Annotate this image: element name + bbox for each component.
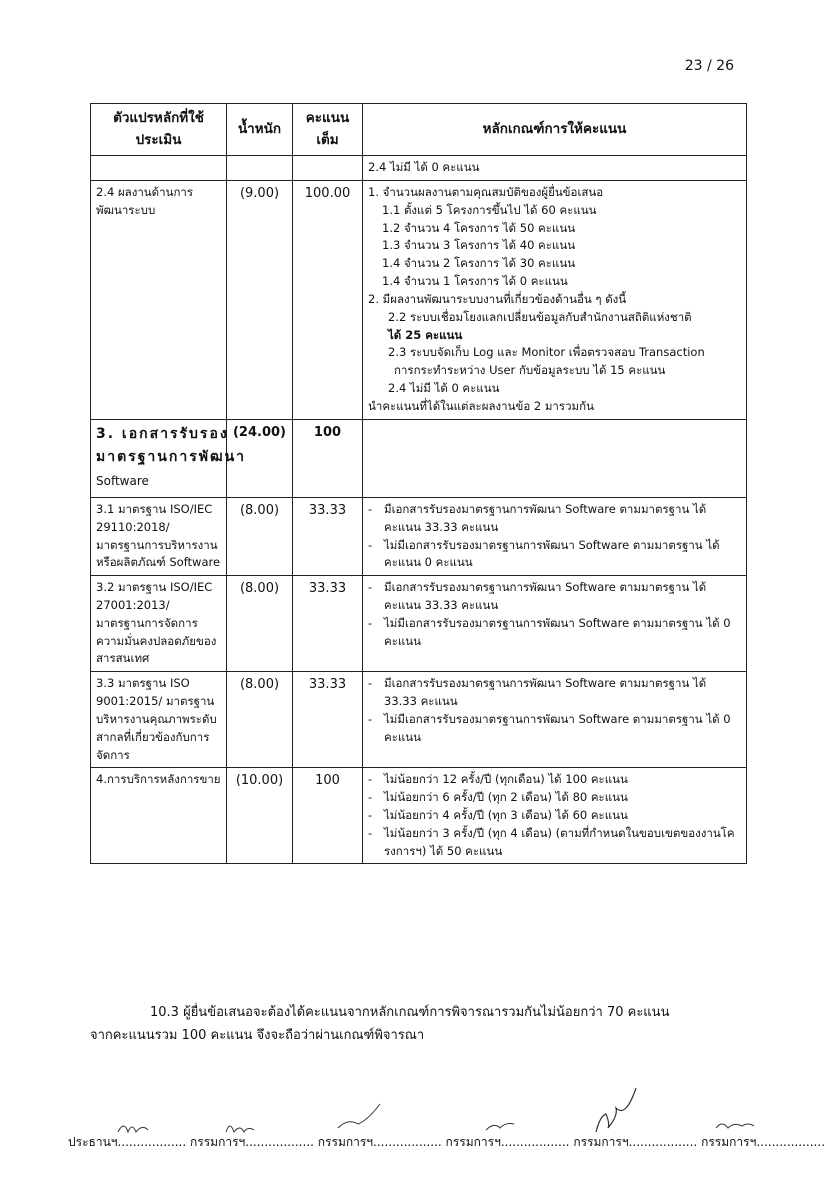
row-weight: (10.00) bbox=[227, 768, 293, 864]
criteria-item: - มีเอกสารรับรองมาตรฐานการพัฒนา Software ตามมาตรฐาน ได้ 33.33 คะแนน bbox=[368, 675, 741, 711]
row-full-score: 33.33 bbox=[293, 672, 363, 768]
criteria-line: 1. จำนวนผลงานตามคุณสมบัติของผู้ยื่นข้อเสนอ bbox=[368, 185, 604, 199]
row-full-score: 100 bbox=[293, 419, 363, 497]
criteria-line: 1.4 จำนวน 2 โครงการ ได้ 30 คะแนน bbox=[382, 256, 576, 271]
row-weight: (8.00) bbox=[227, 672, 293, 768]
section-title-line: Software bbox=[96, 474, 149, 489]
carry-over-line: 2.4 ไม่มี ได้ 0 คะแนน bbox=[363, 156, 747, 181]
criteria-item: - มีเอกสารรับรองมาตรฐานการพัฒนา Software ตามมาตรฐาน ได้คะแนน 33.33 คะแนน bbox=[368, 579, 741, 615]
row-full-score: 33.33 bbox=[293, 497, 363, 575]
member-label: กรรมการฯ bbox=[701, 1135, 757, 1149]
criteria-table bbox=[90, 103, 747, 864]
header-full-score: คะแนนเต็ม bbox=[293, 104, 363, 156]
row-weight: (8.00) bbox=[227, 576, 293, 672]
signature-scribble bbox=[226, 1126, 254, 1132]
criteria-item: - ไม่น้อยกว่า 6 ครั้ง/ปี (ทุก 2 เดือน) ได้ 80 คะแนน bbox=[368, 789, 741, 807]
row-full-score: 100.00 bbox=[293, 181, 363, 420]
row-name: 3.3 มาตรฐาน ISO 9001:2015/ มาตรฐานบริหารงานคุณภาพระดับสากลที่เกี่ยวข้องกับการจัดการ bbox=[91, 672, 227, 768]
note-line: จากคะแนนรวม 100 คะแนน จึงจะถือว่าผ่านเกณฑ์พิจารณา bbox=[90, 1027, 425, 1043]
criteria-line: 1.2 จำนวน 4 โครงการ ได้ 50 คะแนน bbox=[382, 220, 576, 235]
page-number: 23 / 26 bbox=[684, 58, 734, 74]
table-row bbox=[91, 181, 747, 420]
signature-scribble bbox=[338, 1104, 380, 1128]
row-full-score: 100 bbox=[293, 768, 363, 864]
section-title-line: มาตรฐานการพัฒนา bbox=[96, 449, 247, 466]
signature-dots: .................. bbox=[628, 1135, 698, 1149]
criteria-line: 1.3 จำนวน 3 โครงการ ได้ 40 คะแนน bbox=[382, 238, 576, 253]
criteria-line: การกระทำระหว่าง User กับข้อมูลระบบ ได้ 15 คะแนน bbox=[394, 363, 666, 378]
row-full-score: 33.33 bbox=[293, 576, 363, 672]
table-row bbox=[91, 156, 747, 181]
row-name: 3.2 มาตรฐาน ISO/IEC 27001:2013/ มาตรฐานการจัดการความมั่นคงปลอดภัยของสารสนเทศ bbox=[91, 576, 227, 672]
section-title-line: 3. เอกสารรับรอง bbox=[96, 425, 229, 442]
signature-dots: .................. bbox=[756, 1135, 826, 1149]
signature-dots: .................. bbox=[245, 1135, 314, 1149]
criteria-line: นำคะแนนที่ได้ในแต่ละผลงานข้อ 2 มารวมกัน bbox=[368, 398, 594, 413]
member-label: กรรมการฯ bbox=[445, 1135, 501, 1149]
row-criteria bbox=[363, 768, 747, 864]
header-criteria: หลักเกณฑ์การให้คะแนน bbox=[363, 104, 747, 156]
criteria-line: 2.3 ระบบจัดเก็บ Log และ Monitor เพื่อตรวจสอบ Transaction bbox=[388, 345, 705, 360]
criteria-item: - มีเอกสารรับรองมาตรฐานการพัฒนา Software ตามมาตรฐาน ได้คะแนน 33.33 คะแนน bbox=[368, 501, 741, 537]
criteria-item: - ไม่มีเอกสารรับรองมาตรฐานการพัฒนา Software ตามมาตรฐาน ได้คะแนน 0 คะแนน bbox=[368, 537, 741, 573]
criteria-item: - ไม่น้อยกว่า 4 ครั้ง/ปี (ทุก 3 เดือน) ได้ 60 คะแนน bbox=[368, 807, 741, 825]
header-weight: น้ำหนัก bbox=[227, 104, 293, 156]
criteria-line: 1.4 จำนวน 1 โครงการ ได้ 0 คะแนน bbox=[382, 274, 568, 289]
row-criteria bbox=[363, 497, 747, 575]
row-name: 2.4 ผลงานด้านการพัฒนาระบบ bbox=[91, 181, 227, 420]
passing-criteria-note bbox=[90, 1002, 746, 1048]
member-label: กรรมการฯ bbox=[317, 1135, 374, 1149]
criteria-line: 2. มีผลงานพัฒนาระบบงานที่เกี่ยวข้องด้านอื่น ๆ ดังนี้ bbox=[368, 291, 627, 306]
table-header-row bbox=[91, 104, 747, 156]
header-variable: ตัวแปรหลักที่ใช้ประเมิน bbox=[91, 104, 227, 156]
criteria-item: - ไม่มีเอกสารรับรองมาตรฐานการพัฒนา Software ตามมาตรฐาน ได้ 0 คะแนน bbox=[368, 711, 741, 747]
criteria-item: - ไม่มีเอกสารรับรองมาตรฐานการพัฒนา Software ตามมาตรฐาน ได้ 0 คะแนน bbox=[368, 615, 741, 651]
signature-line bbox=[68, 1133, 825, 1152]
row-name: 4.การบริการหลังการขาย bbox=[91, 768, 227, 864]
note-line: 10.3 ผู้ยื่นข้อเสนอจะต้องได้คะแนนจากหลักเกณฑ์การพิจารณารวมกันไม่น้อยกว่า 70 คะแนน bbox=[150, 1005, 670, 1020]
row-criteria bbox=[363, 672, 747, 768]
row-criteria bbox=[363, 181, 747, 420]
criteria-line: 1.1 ตั้งแต่ 5 โครงการขึ้นไป ได้ 60 คะแนน bbox=[382, 202, 597, 217]
signature-dots: .................. bbox=[117, 1135, 187, 1149]
criteria-line: 2.2 ระบบเชื่อมโยงแลกเปลี่ยนข้อมูลกับสำนักงานสถิติแห่งชาติ bbox=[388, 309, 692, 324]
signature-scribble bbox=[486, 1124, 514, 1131]
row-weight: (24.00) bbox=[227, 419, 293, 497]
criteria-item: - ไม่น้อยกว่า 12 ครั้ง/ปี (ทุกเดือน) ได้ 100 คะแนน bbox=[368, 771, 741, 789]
table-row bbox=[91, 419, 747, 497]
criteria-line: ได้ 25 คะแนน bbox=[388, 327, 463, 342]
member-label: กรรมการฯ bbox=[573, 1135, 629, 1149]
row-weight: (9.00) bbox=[227, 181, 293, 420]
row-criteria bbox=[363, 576, 747, 672]
criteria-line: 2.4 ไม่มี ได้ 0 คะแนน bbox=[388, 380, 500, 395]
member-label: กรรมการฯ bbox=[190, 1135, 246, 1149]
signature-scribble bbox=[716, 1124, 754, 1128]
section-3-name bbox=[91, 419, 247, 497]
table-row bbox=[91, 497, 747, 575]
table-row bbox=[91, 768, 747, 864]
table-row bbox=[91, 672, 747, 768]
criteria-item: - ไม่น้อยกว่า 3 ครั้ง/ปี (ทุก 4 เดือน) (ตามที่กำหนดในขอบเขตของงานโครงการฯ) ได้ 50 คะแนน bbox=[368, 825, 741, 861]
signature-scribble bbox=[118, 1126, 148, 1132]
chair-label: ประธานฯ bbox=[68, 1135, 118, 1149]
row-weight: (8.00) bbox=[227, 497, 293, 575]
signature-dots: .................. bbox=[373, 1135, 442, 1149]
row-name: 3.1 มาตรฐาน ISO/IEC 29110:2018/ มาตรฐานการบริหารงานหรือผลิตภัณฑ์ Software bbox=[91, 497, 227, 575]
signature-dots: .................. bbox=[500, 1135, 570, 1149]
signature-scribble bbox=[596, 1088, 636, 1132]
table-row bbox=[91, 576, 747, 672]
